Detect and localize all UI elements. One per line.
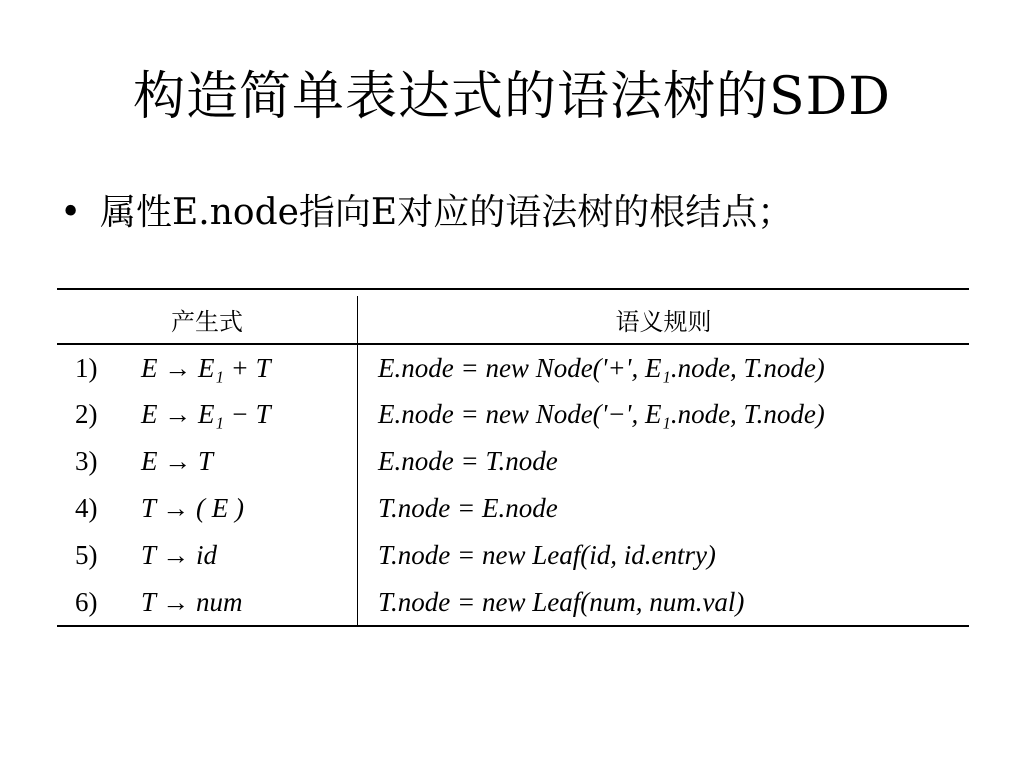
semantic-rule-cell: T.node = new Leaf(num, num.val) (358, 579, 970, 626)
semantic-rule-cell: E.node = new Node('−', E₁.node, T.node) (378, 399, 825, 429)
header-semantic-rule: 语义规则 (358, 296, 970, 344)
header-production: 产生式 (57, 296, 358, 344)
production-cell (57, 532, 358, 579)
table-top-rule (57, 288, 969, 290)
production-cell (57, 485, 358, 532)
semantic-rule-cell: T.node = E.node (378, 493, 558, 523)
row-number: 1) (75, 352, 98, 383)
row-number: 2) (75, 399, 98, 429)
production-cell (57, 438, 358, 485)
semantic-rule-cell: E.node = new Node('+', E₁.node, T.node) (378, 352, 825, 383)
slide-title: 构造简单表达式的语法树的SDD (132, 67, 891, 127)
row-number: 6) (75, 586, 98, 617)
table-row (57, 532, 969, 579)
row-number: 5) (75, 540, 98, 570)
bullet-dot: • (60, 192, 82, 233)
production-text: E → E₁ − T (141, 399, 271, 429)
table-row (57, 579, 969, 626)
production-text: E → T (141, 446, 214, 476)
table-header-row (57, 296, 969, 344)
bullet-item (60, 188, 793, 238)
bullet-text: 属性E.node指向E对应的语法树的根结点； (100, 192, 794, 233)
sdd-table (57, 296, 969, 627)
semantic-rule-cell: E.node = T.node (378, 446, 558, 476)
table-row (57, 485, 969, 532)
production-text: T → ( E ) (141, 493, 245, 523)
row-number: 4) (75, 493, 98, 523)
row-number: 3) (75, 446, 98, 476)
table-row (57, 391, 969, 438)
production-text: T → id (141, 540, 218, 570)
table-row (57, 438, 969, 485)
production-text: E → E₁ + T (141, 352, 271, 383)
semantic-rule-cell: T.node = new Leaf(id, id.entry) (378, 540, 716, 570)
production-cell (57, 579, 358, 626)
table-row (57, 344, 969, 391)
production-cell (57, 344, 358, 391)
production-cell (57, 391, 358, 438)
production-text: T → num (141, 586, 243, 617)
